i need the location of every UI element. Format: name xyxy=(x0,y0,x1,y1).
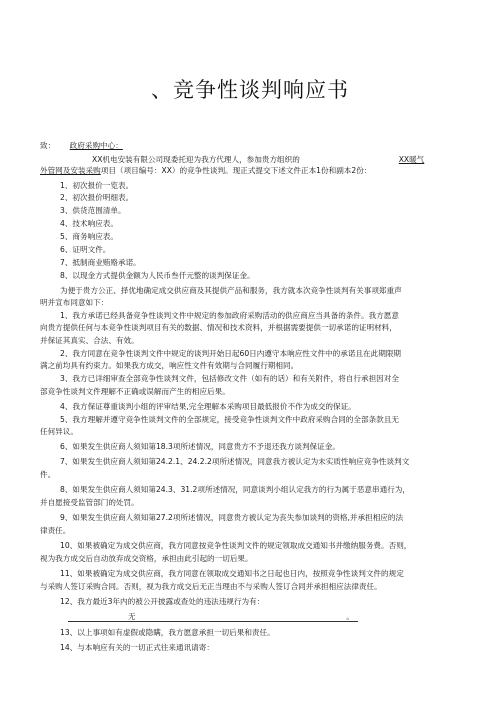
body-line: 件。 xyxy=(40,470,56,479)
intro-line-2 xyxy=(40,165,460,176)
doc-item: 3、供货范围清单。 xyxy=(60,206,126,215)
doc-item: 1、初次报价一览表。 xyxy=(60,181,134,190)
body-line: 部竞争性谈判文件理解不正确或误解而产生的相应后果。 xyxy=(40,387,230,396)
body-line: 13、以上事项如有虚假或隐瞒，我方愿意承担一切后果和责任。 xyxy=(60,628,275,637)
doc-item: 8、以现金方式提供金额为人民币叁仟元整的谈判保证金。 xyxy=(60,271,255,280)
doc-item: 7、抵制商业贿赂承诺。 xyxy=(60,258,141,267)
body-line: 为便于贵方公正、择优地确定成交供应商及其提供产品和服务，我方就本次竞争性谈判有关事项郑重声 xyxy=(60,286,402,295)
document-title: 、竞争性谈判响应书 xyxy=(151,78,349,102)
salutation: 致： xyxy=(40,141,56,150)
body-line: 11、如果被确定为成交供应商，我方同意在领取成交通知书之日起也日内，按照竞争性谈判文件的规定 xyxy=(60,569,404,578)
body-line: 3、我方已详细审查全部竞争性谈判文件，包括修改文件（如有的话）和有关附件，将自行承担因对全 xyxy=(60,374,399,383)
body-line: 1、我方承诺已经具备竞争性谈判文件中规定的参加政府采购活动的供应商应当具备的条件。我方愿意 xyxy=(60,311,399,320)
doc-item: 5、商务响应表。 xyxy=(60,232,118,241)
body-line: 满之前均具有约束力。如果我方成交，响应性文件有效期与合同履行期相同。 xyxy=(40,361,299,370)
body-line: 2、我方同意在竞争性谈判文件中规定的谈判开始日起60日内遵守本响应性文件中的承诺且在此期限期 xyxy=(60,349,402,358)
body-line: 向贵方提供任何与本竞争性谈判项目有关的数据、情况和技术资料，并根据需要提供一切承诺的证明材料， xyxy=(40,323,397,332)
body-line: 任何异议。 xyxy=(40,427,78,436)
body-line: 8、如果发生供应商人须知第24.3、31.2项所述情况，同意谈判小组认定我方的行为属于恶意串通行为， xyxy=(60,485,410,494)
body-line: 明并宣布同意如下： xyxy=(40,298,109,307)
doc-item: 2、初次报价明细表。 xyxy=(60,193,134,202)
body-line: 律责任。 xyxy=(40,526,71,535)
intro-part-b: XX暖气 xyxy=(398,155,425,164)
body-line: 并自愿接受监管部门的处罚。 xyxy=(40,498,139,507)
body-line: 5、我方理解并遵守竞争性谈判文件的全部规定，接受竞争性谈判文件中政府采购合同的全部条款且无 xyxy=(60,415,399,424)
salutation-line xyxy=(40,140,460,151)
doc-item: 4、技术响应表。 xyxy=(60,219,118,228)
body-line: 视为我方成交后自动放弃成交资格，承担由此引起的一切后果。 xyxy=(40,554,253,563)
body-line: 7、如果发生供应商人须知第24.2.1、24.2.2项所述情况，同意我方被认定为未实质性响应竞争性谈判文 xyxy=(60,457,410,466)
intro-part-a: XX机电安装有限公司现委托迎为我方代理人，参加贵方组织的 xyxy=(92,155,300,164)
body-line: 14、与本响应有关的一切正式往来通讯请寄： xyxy=(60,643,214,652)
intro-part-c: 外管网及安装采购 xyxy=(40,166,101,175)
doc-item: 6、证明文件。 xyxy=(60,245,111,254)
body-line: 与采购人签订采购合同。否则，视为我方成交后无正当理由不与采购人签订合同并承担相应法律责任。 xyxy=(40,582,382,591)
body-line: 6、如果发生供应商人须知第18.3项所述情况，同意贵方不予退还我方谈判保证金。 xyxy=(60,442,340,451)
violations-answer-end: 。 xyxy=(346,612,354,621)
violations-answer: 无 xyxy=(128,612,136,621)
body-line: 4、我方保证尊重谈判小组的评审结果,完全理解本采购项目最低报价不作为成交的保证。 xyxy=(60,402,356,411)
body-line: 10、如果被确定为成交供应商，我方同意按竞争性谈判文件的规定领取成交通知书并缴纳服务费。否则， xyxy=(60,541,412,550)
body-line: 并保证其真实、合法、有效。 xyxy=(40,336,139,345)
intro-part-d: 项目（项目编号：XX）的竞争性谈判。现正式提交下述文件正本1份和副本2份： xyxy=(100,166,372,175)
violations-answer-field xyxy=(68,611,358,622)
intro-line-1 xyxy=(92,154,472,165)
body-line: 12、我方最近3年内的被公开披露或查处的违法违规行为有： xyxy=(60,597,265,606)
body-line: 9、如果发生供应商人须知第27.2项所述情况，同意贵方被认定为丧失参加谈判的资格,并承担相应的法 xyxy=(60,513,404,522)
recipient: 政府采购中心： xyxy=(69,141,123,150)
